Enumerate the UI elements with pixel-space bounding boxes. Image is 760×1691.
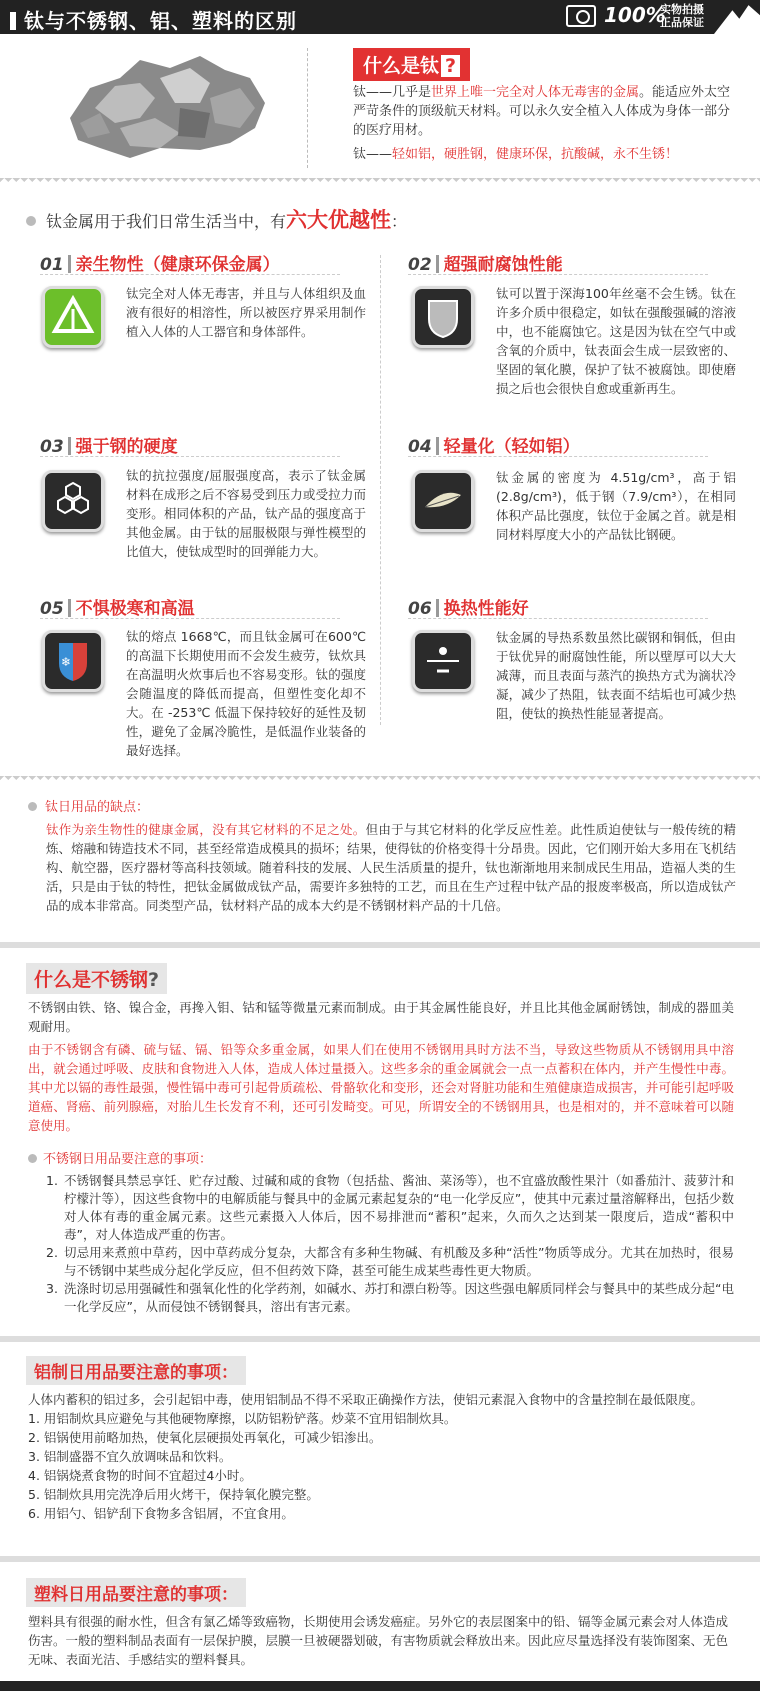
hundred-percent-label: 100%	[604, 3, 666, 27]
list-item: 3. 铝制盛器不宜久放调味品和饮料。	[28, 1449, 232, 1464]
feather-icon	[412, 470, 474, 532]
intro-paragraph-1: 钛——几乎是世界上唯一完全对人体无毒害的金属。能适应外太空严苛条件的顶级航天材料。可以永久安全植入人体成为身体一部分的医疗用材。	[353, 85, 731, 138]
stainless-paragraph-2: 由于不锈钢含有磷、硫与锰、镉、铅等众多重金属，如果人们在使用不锈钢用具时方法不当，导致这些物质从不锈钢用具中溶出，就会通过呼吸、皮肤和食物进入人体，造成人体过量摄入。这些多余的重金属就会一点一点蓄积在体内，并产生慢性中毒。其中尤以镉的毒性最强，慢性镉中毒可引起骨质疏松、骨骼软化和变形，还会对肾脏功能和生殖健康造成损害，并可能引起呼吸道癌、肾癌、前列腺癌，对胎儿生长发育不利，还可引发畸变。可见，所谓安全的不锈钢用具，也是相对的，并不意味着可以随意使用。	[28, 1042, 734, 1133]
stainless-paragraph-1: 不锈钢由铁、铬、镍合金，再搀入钼、钴和锰等微量元素而制成。由于其金属性能良好，并且比其他金属耐锈蚀，制成的器皿美观耐用。	[28, 1000, 734, 1034]
advantages-heading: 钛金属用于我们日常生活当中，有六大优越性：	[26, 204, 407, 234]
heat-exchange-icon	[412, 630, 474, 692]
section-separator-3	[0, 1556, 760, 1562]
list-item: 2. 切忌用来煮煎中草药，因中草药成分复杂，大都含有多种生物碱、有机酸及多种“活性”物质等成分。尤其在加热时，很易与不锈钢中某些成分起化学反应，但不但药效下降，甚至可能生成某些毒性更大物质。	[46, 1245, 734, 1278]
header-bar	[0, 0, 760, 34]
hot-cold-shield-icon	[42, 630, 104, 692]
advantage-title-05: 05 不惧极寒和高温	[40, 599, 195, 619]
disadvantage-title: 钛日用品的缺点：	[28, 796, 149, 815]
stainless-notes-list	[46, 1172, 734, 1316]
eco-triangle-icon	[42, 286, 104, 348]
what-is-stainless-badge: 什么是不锈钢?	[26, 963, 167, 994]
advantage-text-02: 钛可以置于深海100年丝毫不会生锈。钛在许多介质中很稳定，如钛在强酸强碱的溶液中，也不能腐蚀它。这是因为钛在空气中或含氧的介质中，钛表面会生成一层致密的、坚固的氧化膜，保护了钛不被腐蚀。即使磨损之后也会很快自愈或重新再生。	[496, 286, 736, 396]
titanium-ore-image	[60, 48, 270, 168]
list-item: 6. 用铝勺、铝铲刮下食物多含铝屑，不宜食用。	[28, 1506, 294, 1521]
advantage-title-02: 02 超强耐腐蚀性能	[408, 255, 563, 275]
list-item: 3. 洗涤时切忌用强碱性和强氧化性的化学药剂，如碱水、苏打和漂白粉等。因这些强电解质同样会与餐具中的某些成分起“电一化学反应”，从而侵蚀不锈钢餐具，溶出有害元素。	[46, 1281, 734, 1314]
advantage-title-06: 06 换热性能好	[408, 599, 529, 619]
list-item: 1. 不锈钢餐具禁忌享饪、贮存过酸、过碱和咸的食物（包括盐、酱油、菜汤等），也不宜盛放酸性果汁（如番茄汁、菠萝汁和柠檬汁等），因这些食物中的电解质能与餐具中的金属元素起复杂的“电一化学反应”，使其中元素过量溶解释出，包括少数对人体有毒的重金属元素。这些元素摄入人体后，因不易排泄而“蓄积”起来，久而久之达到某一限度后，造成“蓄积中毒”，对人体造成严重的伤害。	[46, 1173, 734, 1242]
advantage-title-01: 01 亲生物性（健康环保金属）	[40, 255, 280, 275]
divider	[307, 48, 308, 168]
hexagon-icon	[42, 470, 104, 532]
guarantee-label: 实物拍摄 正品保证	[660, 3, 704, 29]
advantage-text-04: 钛金属的密度为 4.51g/cm³，高于铝(2.8g/cm³)，低于钢（7.9/cm³），在相同体积产品比强度，钛位于金属之首。就是相同材料厚度大小的产品钛比钢硬。	[496, 470, 736, 542]
intro-paragraph-2: 钛——轻如铝，硬胜钢，健康环保，抗酸碱，永不生锈！	[353, 147, 679, 162]
mountain-icon	[714, 0, 760, 34]
aluminum-intro: 人体内蓄积的铝过多，会引起铝中毒，使用铝制品不得不采取正确操作方法，使铝元素混入食物中的含量控制在最低限度。	[28, 1392, 704, 1407]
plastic-text: 塑料具有很强的耐水性，但含有氯乙烯等致癌物，长期使用会诱发癌症。另外它的表层图案中的铅、镉等金属元素会对人体造成伤害。一般的塑料制品表面有一层保护膜，层膜一旦被硬器划破，有害物质就会释放出来。因此应尽量选择没有装饰图案、无色无味、表面光洁、手感结实的塑料餐具。	[28, 1614, 729, 1667]
camera-icon	[566, 5, 596, 27]
advantage-text-03: 钛的抗拉强度/屈服强度高，表示了钛金属材料在成形之后不容易受到压力或受拉力而变形。相同体积的产品，钛产品的强度高于其他金属。由于钛的屈服极限与弹性模型的比值大，使钛成型时的回弹能力大。	[126, 468, 366, 559]
zigzag-divider-2	[0, 776, 760, 786]
zigzag-divider	[0, 178, 760, 188]
advantage-title-04: 04 轻量化（轻如铝）	[408, 437, 580, 457]
list-item: 2. 铝锅使用前略加热，使氧化层硬损处再氧化，可减少铝渗出。	[28, 1430, 382, 1445]
section-separator	[0, 942, 760, 948]
advantage-text-05: 钛的熔点 1668℃，而且钛金属可在600℃的高温下长期使用而不会发生疲劳，钛炊具在高温明火炊事后也不容易变形。钛的强度会随温度的降低而提高，但塑性变化却不大。在 -253℃ 低温下保持较好的延性及韧性，避免了金属冷脆性，是低温作业装备的最好选择。	[126, 629, 366, 758]
column-divider	[380, 255, 381, 725]
svg-text:❄: ❄	[60, 655, 72, 669]
list-item: 4. 铝锅烧煮食物的时间不宜超过4小时。	[28, 1468, 252, 1483]
shield-icon	[412, 286, 474, 348]
disadvantage-text: 钛作为亲生物性的健康金属，没有其它材料的不足之处。但由于与其它材料的化学反应性差。此性质迫使钛与一般传统的精炼、熔融和铸造技术不同，甚至经常造成模具的损坏；结果，使得钛的价格变得十分昂贵。因此，它们刚开始大多用在飞机结构、航空器，医疗器材等高科技领域。随着科技的发展、人民生活质量的提升，钛也渐渐地用来制成民生用品，造福人类的生活，只是由于钛的特性，把钛金属做成钛产品，需要许多独特的工艺，而且在生产过程中钛产品的报废率极高，所以造成钛产品的成本非常高。同类型产品，钛材料产品的成本大约是不锈钢材料产品的十几倍。	[46, 822, 736, 913]
stainless-notes-title: 不锈钢日用品要注意的事项：	[28, 1148, 212, 1167]
page-title: 钛与不锈钢、铝、塑料的区别	[10, 5, 297, 34]
section-separator-2	[0, 1336, 760, 1342]
advantage-title-03: 03 强于钢的硬度	[40, 437, 178, 457]
advantage-text-01: 钛完全对人体无毒害，并且与人体组织及血液有很好的相溶性，所以被医疗界采用制作植入人体的人工器官和身体部件。	[126, 286, 366, 339]
aluminum-list	[28, 1390, 728, 1523]
aluminum-badge: 铝制日用品要注意的事项：	[26, 1356, 246, 1385]
plastic-badge: 塑料日用品要注意的事项：	[26, 1578, 246, 1607]
list-item: 1. 用铝制炊具应避免与其他硬物摩擦，以防铝粉铲落。炒菜不宜用铝制炊具。	[28, 1411, 457, 1426]
advantage-text-06: 钛金属的导热系数虽然比碳钢和铜低，但由于钛优异的耐腐蚀性能，所以壁厚可以大大减薄，而且表面与蒸汽的换热方式为滴状冷凝，减少了热阻，钛表面不结垢也可减少热阻，使钛的换热性能显著提高。	[496, 630, 736, 721]
list-item: 5. 铝制炊具用完洗净后用火烤干，保持氧化膜完整。	[28, 1487, 319, 1502]
footer-bar	[0, 1681, 760, 1691]
what-is-titanium-badge: 什么是钛 ?	[353, 48, 470, 81]
